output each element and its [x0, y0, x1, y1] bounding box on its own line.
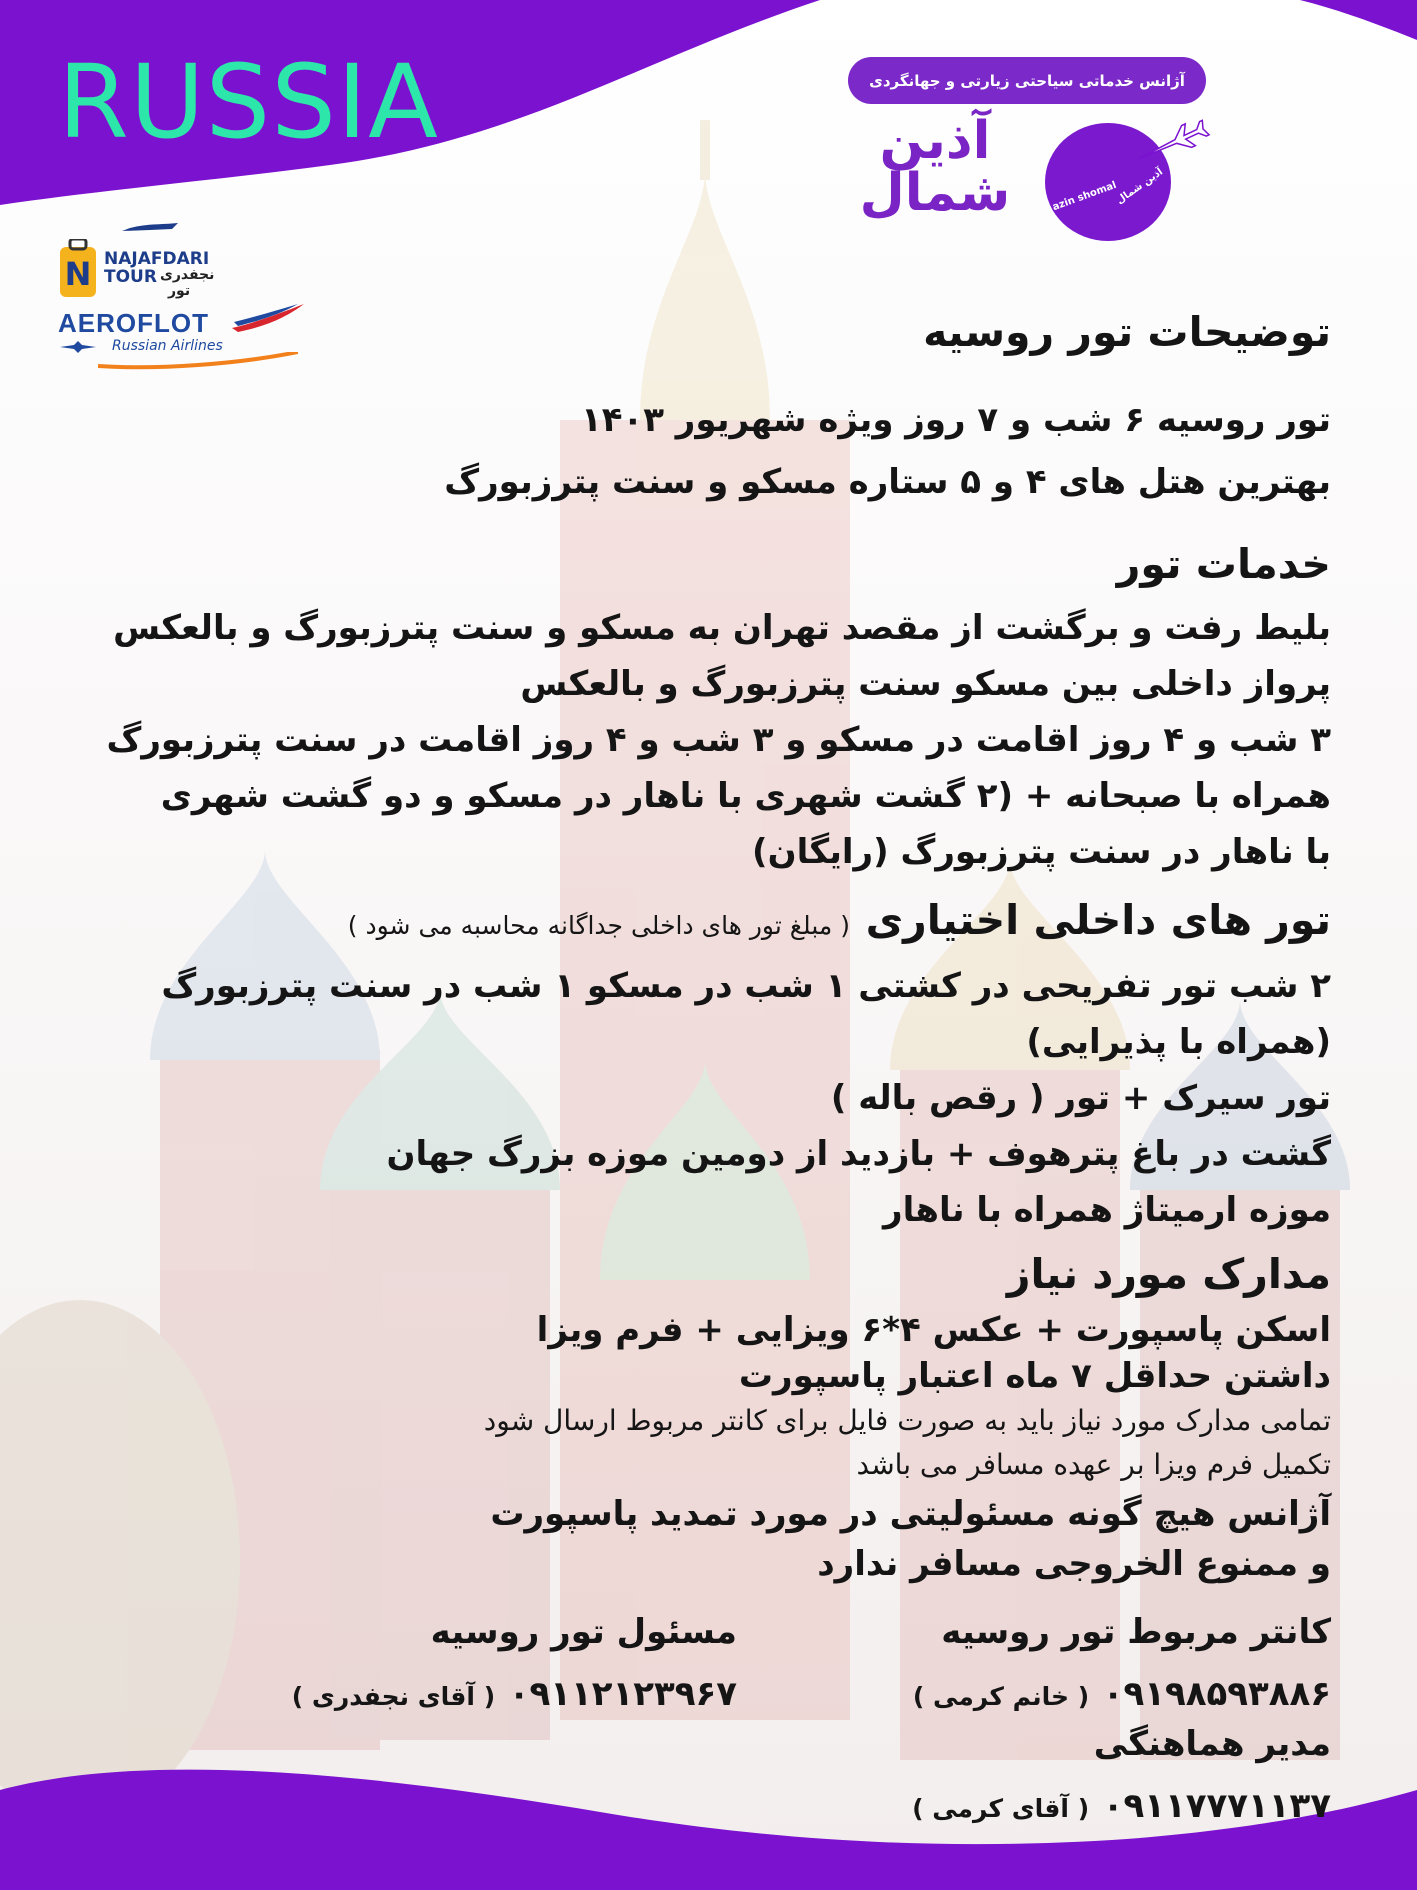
- najafdari-fa: نجفدری: [160, 267, 215, 283]
- najafdari-logo: [56, 225, 226, 305]
- documents-line-6: و ممنوع الخروجی مسافر ندارد: [817, 1544, 1331, 1584]
- documents-line-5: آژانس هیچ گونه مسئولیتی در مورد تمدید پاسپورت: [490, 1494, 1331, 1534]
- manager-contact: [292, 1674, 737, 1715]
- brand-badge: [1045, 123, 1171, 241]
- documents-line-2: داشتن حداقل ۷ ماه اعتبار پاسپورت: [738, 1356, 1331, 1396]
- najafdari-tour: TOUR: [104, 267, 157, 287]
- manager-phone[interactable]: ۰۹۱۱۲۱۲۳۹۶۷: [508, 1674, 737, 1714]
- optional-line-2: (همراه با پذیرایی): [1026, 1022, 1331, 1062]
- winged-emblem-icon: [60, 341, 96, 353]
- aeroflot-name: AEROFLOT: [58, 308, 209, 338]
- optional-line-3: تور سیرک + تور ( رقص باله ): [830, 1078, 1331, 1118]
- optional-heading: تور های داخلی اختیاری: [865, 896, 1331, 944]
- documents-line-1: اسکن پاسپورت + عکس ۴*۶ ویزایی + فرم ویزا: [536, 1310, 1331, 1350]
- counter-person: ( خانم کرمی ): [912, 1682, 1090, 1711]
- services-line-5: با ناهار در سنت پترزبورگ (رایگان): [752, 832, 1331, 872]
- brand-line-1: آذین: [879, 111, 991, 171]
- brand-logo-text: [850, 111, 1020, 223]
- documents-line-4: تکمیل فرم ویزا بر عهده مسافر می باشد: [856, 1448, 1331, 1481]
- najafdari-en: NAJAFDARI: [104, 249, 210, 269]
- optional-line-4: گشت در باغ پترهوف + بازدید از دومین موزه بزرگ جهان: [386, 1134, 1331, 1174]
- services-line-3: ۳ شب و ۴ روز اقامت در مسکو و ۳ شب و ۴ روز اقامت در سنت پترزبورگ: [106, 720, 1331, 760]
- documents-line-3: تمامی مدارک مورد نیاز باید به صورت فایل برای کانتر مربوط ارسال شود: [483, 1404, 1331, 1437]
- services-line-2: پرواز داخلی بین مسکو سنت پترزبورگ و بالعکس: [520, 664, 1331, 704]
- description-line-2: بهترین هتل های ۴ و ۵ ستاره مسکو و سنت پترزبورگ: [444, 462, 1331, 502]
- coordination-contact: [912, 1786, 1331, 1827]
- svg-text:N: N: [64, 255, 92, 293]
- counter-title: کانتر مربوط تور روسیه: [941, 1612, 1331, 1652]
- brand-badge-fa: آذین شمال: [1114, 166, 1166, 207]
- description-line-1: تور روسیه ۶ شب و ۷ روز ویژه شهریور ۱۴۰۳: [580, 400, 1331, 440]
- agency-tagline: آژانس خدماتی سیاحتی زیارتی و جهانگردی: [848, 57, 1206, 104]
- coordination-title: مدیر هماهنگی: [1093, 1724, 1331, 1764]
- plane-icon: [122, 223, 178, 231]
- page-title: RUSSIA: [58, 43, 439, 162]
- services-line-1: بلیط رفت و برگشت از مقصد تهران به مسکو و سنت پترزبورگ و بالعکس: [113, 608, 1331, 648]
- suitcase-icon: [60, 239, 96, 297]
- optional-line-5: موزه ارمیتاژ همراه با ناهار: [883, 1190, 1331, 1230]
- orange-swoosh: [98, 352, 298, 367]
- aeroflot-wing-icon: [232, 304, 304, 332]
- coordination-person: ( آقای کرمی ): [912, 1794, 1090, 1823]
- optional-note: ( مبلغ تور های داخلی جداگانه محاسبه می شود ): [347, 911, 850, 940]
- plane-icon: [1134, 117, 1210, 170]
- services-line-4: همراه با صبحانه + (۲ گشت شهری با ناهار در مسکو و دو گشت شهری: [160, 776, 1331, 816]
- manager-title: مسئول تور روسیه: [430, 1612, 737, 1652]
- manager-person: ( آقای نجفدری ): [291, 1682, 496, 1711]
- aeroflot-logo: [58, 300, 303, 372]
- counter-contact: [913, 1674, 1331, 1715]
- brand-badge-en: azin shomal: [1051, 179, 1118, 214]
- services-heading: خدمات تور: [1116, 540, 1331, 588]
- description-heading: توضیحات تور روسیه: [923, 308, 1331, 356]
- najafdari-fa-tour: تور: [168, 283, 191, 299]
- brand-line-2: شمال: [859, 163, 1011, 223]
- coordination-phone[interactable]: ۰۹۱۱۷۷۷۱۱۳۷: [1102, 1786, 1331, 1826]
- counter-phone[interactable]: ۰۹۱۹۸۵۹۳۸۸۶: [1102, 1674, 1331, 1714]
- optional-heading-row: [348, 896, 1331, 944]
- optional-line-1: ۲ شب تور تفریحی در کشتی ۱ شب در مسکو ۱ شب در سنت پترزبورگ: [161, 966, 1331, 1006]
- aeroflot-sub: Russian Airlines: [112, 338, 223, 354]
- documents-heading: مدارک مورد نیاز: [1006, 1250, 1331, 1298]
